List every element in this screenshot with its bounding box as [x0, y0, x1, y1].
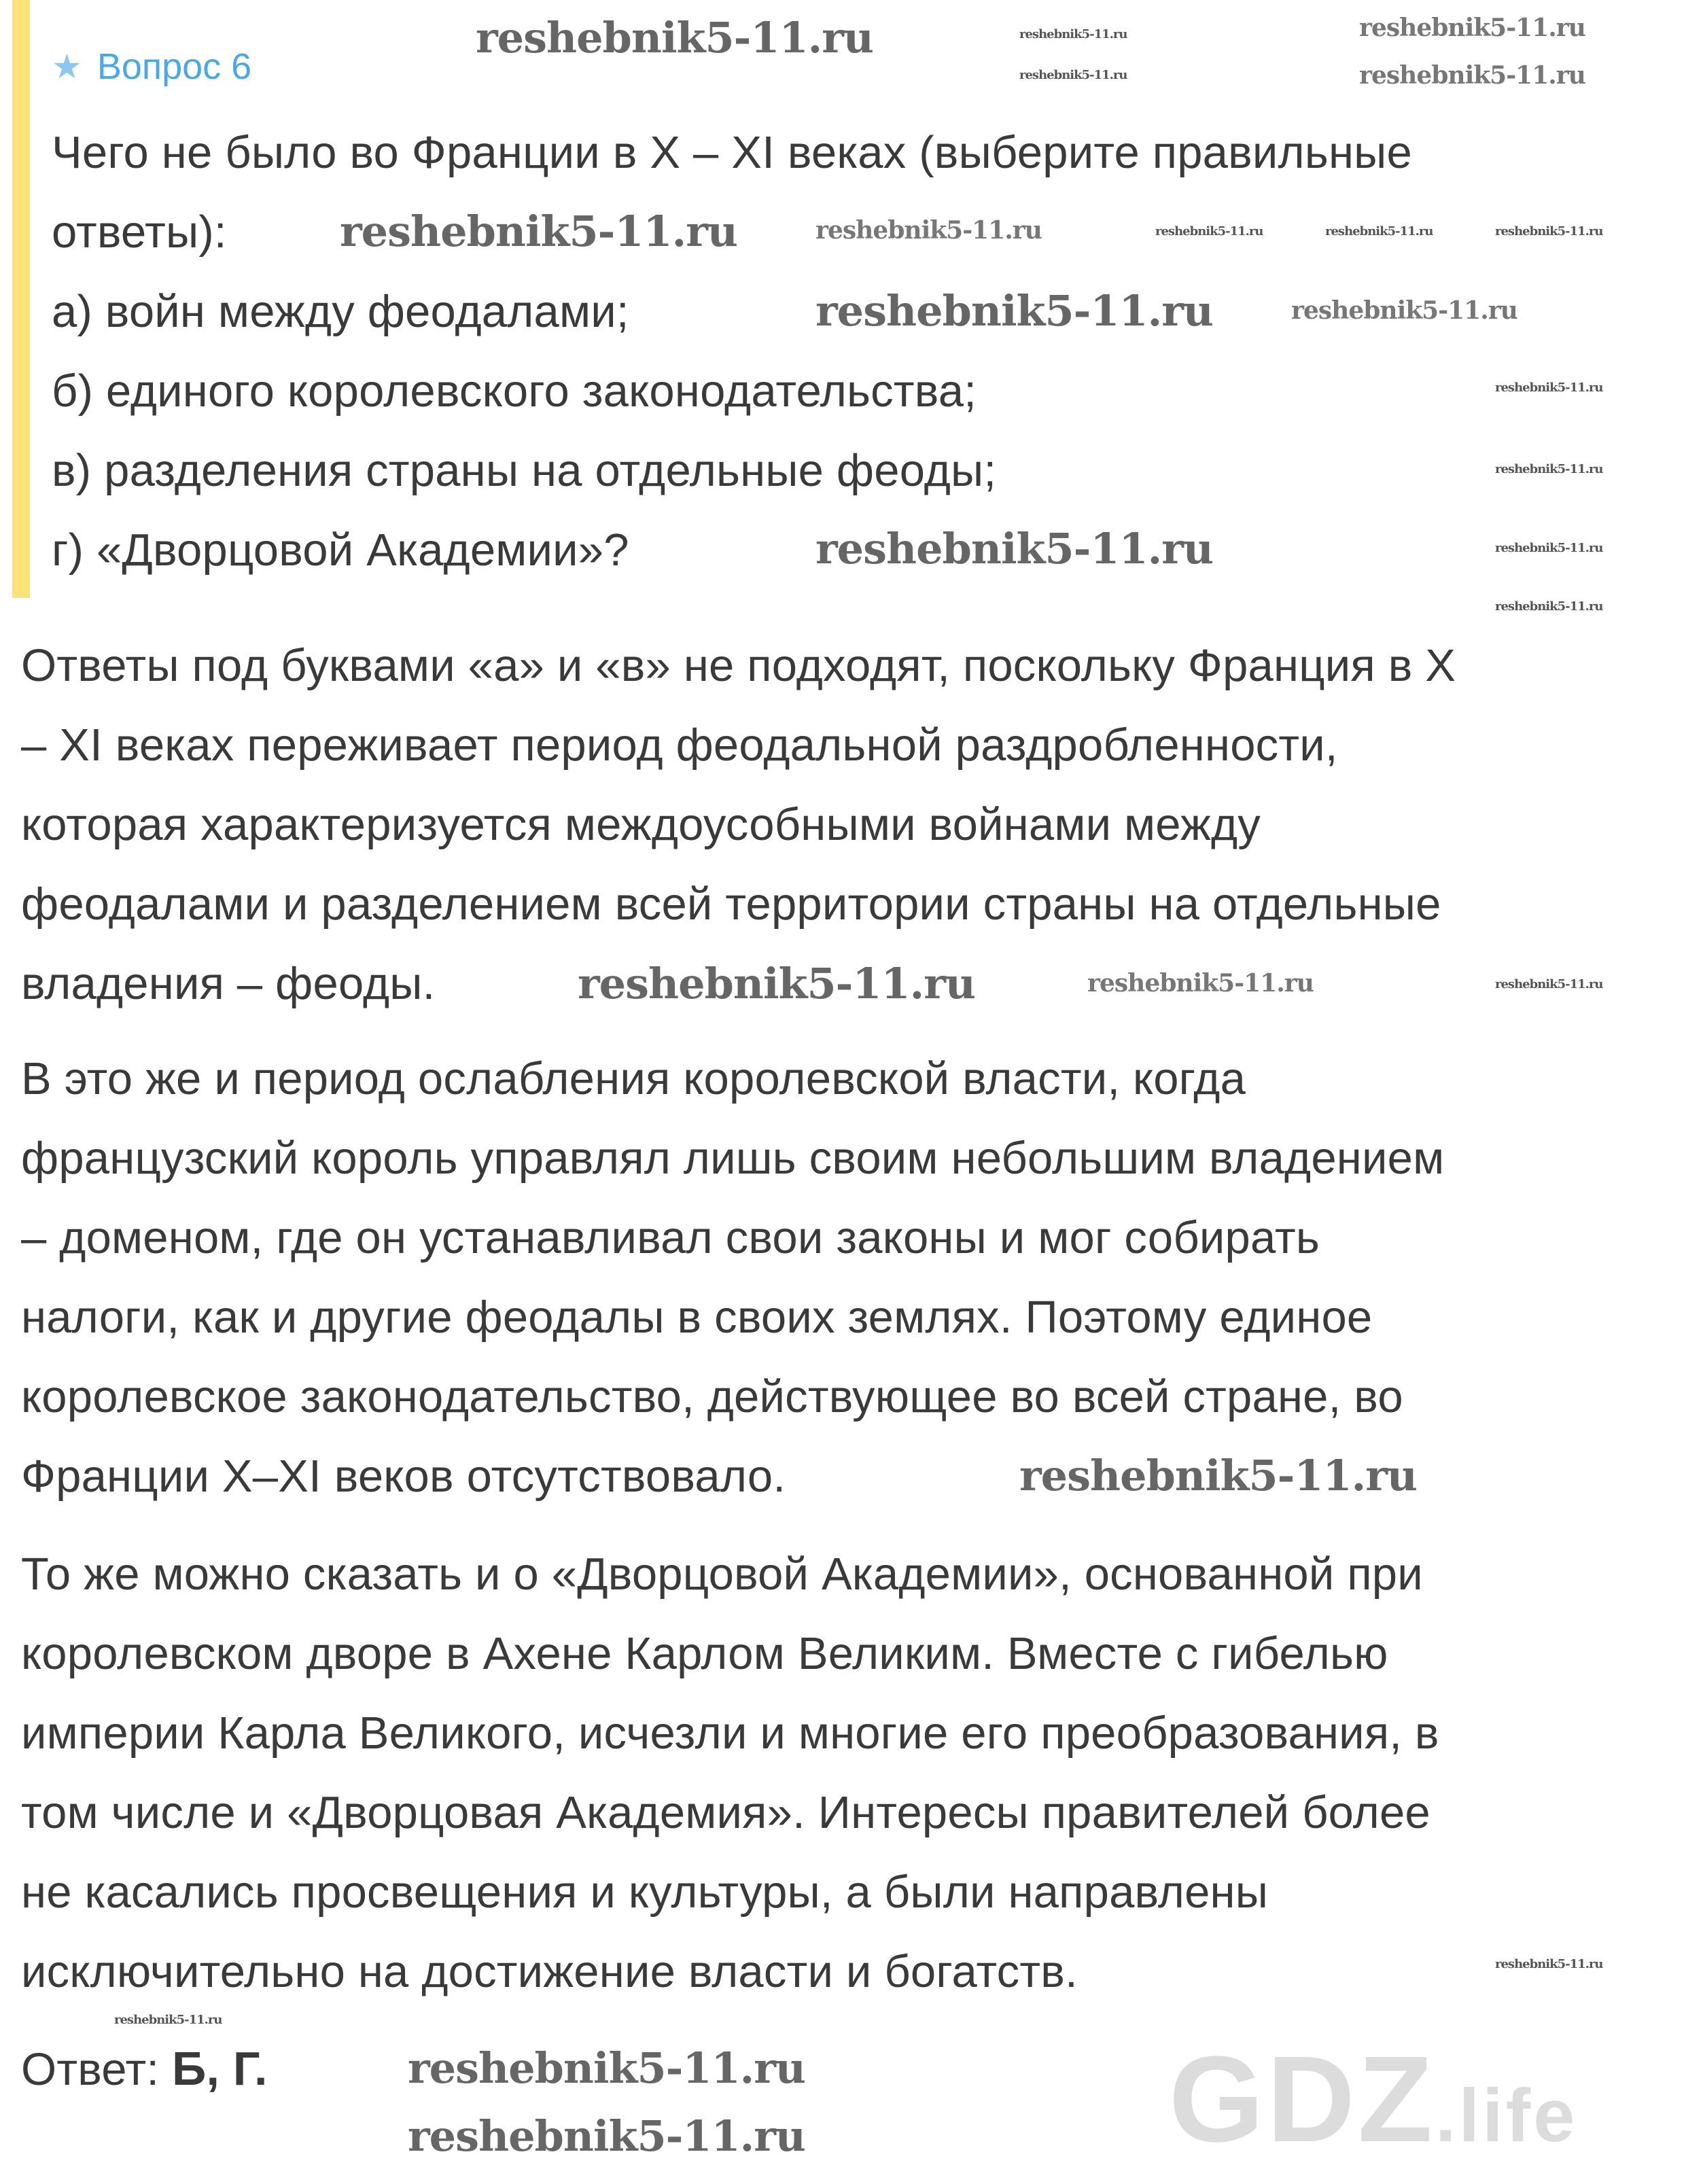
- text-line: исключительно на достижение власти и богатств.: [21, 1946, 1078, 1997]
- site-watermark: reshebnik5-11.ru: [114, 2013, 222, 2027]
- gdz-watermark: GDZ.life: [1169, 2031, 1578, 2168]
- site-watermark: reshebnik5-11.ru: [1019, 68, 1127, 82]
- site-watermark: reshebnik5-11.ru: [1087, 969, 1314, 998]
- text-line: налоги, как и другие феодалы в своих землях. Поэтому единое: [21, 1292, 1373, 1343]
- site-watermark: reshebnik5-11.ru: [1495, 224, 1603, 239]
- site-watermark: reshebnik5-11.ru: [1291, 296, 1517, 325]
- site-watermark: reshebnik5-11.ru: [1359, 14, 1585, 42]
- final-answer-value: Б, Г.: [172, 2042, 268, 2095]
- text-line: владения – феоды.: [21, 958, 436, 1009]
- text-line: империи Карла Великого, исчезли и многие его преобразования, в: [21, 1708, 1439, 1759]
- site-watermark: reshebnik5-11.ru: [1495, 381, 1603, 395]
- site-watermark: reshebnik5-11.ru: [408, 2043, 805, 2093]
- site-watermark: reshebnik5-11.ru: [340, 207, 737, 256]
- text-line: Ответы под буквами «а» и «в» не подходят, поскольку Франция в X: [21, 640, 1456, 691]
- site-watermark: reshebnik5-11.ru: [1495, 541, 1603, 555]
- question-text: [52, 113, 1412, 590]
- answer-paragraph-3: [21, 1534, 1439, 2011]
- site-watermark: reshebnik5-11.ru: [815, 216, 1042, 245]
- text-line: Франции X–XI веков отсутствовало.: [21, 1451, 786, 1502]
- site-watermark: reshebnik5-11.ru: [1325, 224, 1433, 239]
- option-g: г) «Дворцовой Академии»?: [52, 525, 629, 576]
- question-title: Вопрос 6: [96, 46, 252, 87]
- text-line: В это же и период ослабления королевской власти, когда: [21, 1053, 1246, 1104]
- site-watermark: reshebnik5-11.ru: [476, 13, 873, 63]
- site-watermark: reshebnik5-11.ru: [408, 2111, 805, 2161]
- question-line: ответы):: [52, 207, 227, 258]
- site-watermark: reshebnik5-11.ru: [1495, 462, 1603, 476]
- site-watermark: reshebnik5-11.ru: [1019, 1451, 1417, 1500]
- option-b: б) единого королевского законодательства;: [52, 366, 977, 417]
- final-answer: [21, 2029, 268, 2109]
- text-line: не касались просвещения и культуры, а были направлены: [21, 1867, 1269, 1918]
- text-line: – доменом, где он устанавливал свои законы и мог собирать: [21, 1212, 1320, 1263]
- site-watermark: reshebnik5-11.ru: [1495, 599, 1603, 614]
- star-icon: ★: [52, 48, 82, 86]
- question-accent-bar: [12, 0, 30, 598]
- answer-paragraph-2: [21, 1039, 1444, 1516]
- text-line: королевское законодательство, действующее во всей стране, во: [21, 1371, 1403, 1422]
- site-watermark: reshebnik5-11.ru: [1019, 27, 1127, 41]
- text-line: – XI веках переживает период феодальной раздробленности,: [21, 720, 1338, 771]
- text-line: королевском дворе в Ахене Карлом Великим. Вместе с гибелью: [21, 1628, 1388, 1679]
- text-line: которая характеризуется междоусобными войнами между: [21, 799, 1261, 850]
- site-watermark: reshebnik5-11.ru: [815, 524, 1213, 574]
- text-line: феодалами и разделением всей территории страны на отдельные: [21, 879, 1441, 930]
- final-answer-label: Ответ:: [21, 2044, 160, 2095]
- text-line: То же можно сказать и о «Дворцовой Академии», основанной при: [21, 1549, 1423, 1600]
- site-watermark: reshebnik5-11.ru: [815, 286, 1213, 336]
- text-line: том числе и «Дворцовая Академия». Интересы правителей более: [21, 1787, 1430, 1838]
- option-v: в) разделения страны на отдельные феоды;: [52, 445, 997, 496]
- site-watermark: reshebnik5-11.ru: [1155, 224, 1263, 239]
- question-line: Чего не было во Франции в X – XI веках (выберите правильные: [52, 127, 1412, 178]
- site-watermark: reshebnik5-11.ru: [1359, 61, 1585, 90]
- site-watermark: reshebnik5-11.ru: [1495, 1957, 1603, 1971]
- text-line: французский король управлял лишь своим небольшим владением: [21, 1133, 1445, 1184]
- question-header: [52, 45, 251, 88]
- site-watermark: reshebnik5-11.ru: [1495, 977, 1603, 991]
- option-a: а) войн между феодалами;: [52, 286, 629, 337]
- site-watermark: reshebnik5-11.ru: [578, 959, 975, 1008]
